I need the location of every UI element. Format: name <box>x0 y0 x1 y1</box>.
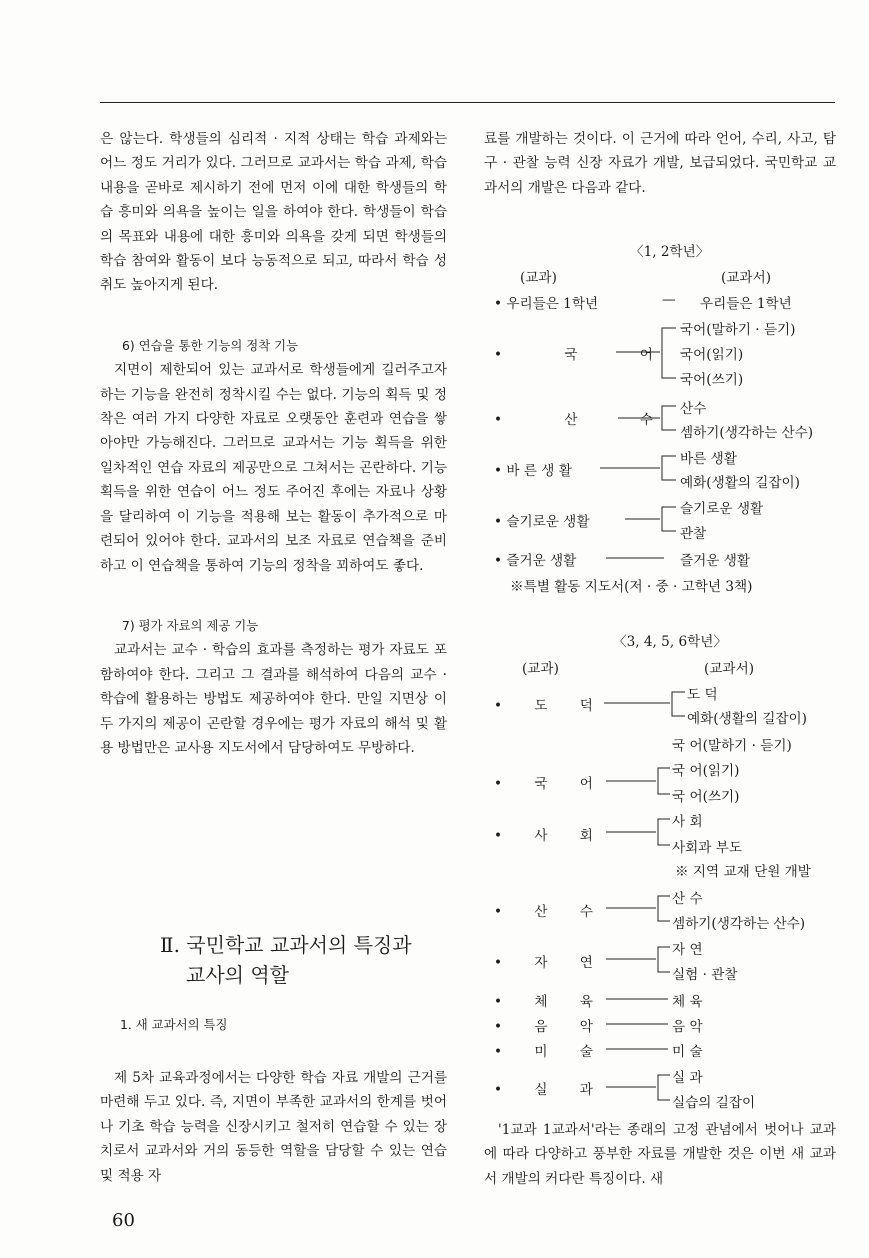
chart1-book-5-2: 관찰 <box>680 526 707 542</box>
chart2-subject-9: • 실 과 <box>494 1082 593 1098</box>
chart1-dash-1: — <box>662 292 676 308</box>
bracket <box>658 819 670 845</box>
chart2-book-9-1: 실 과 <box>672 1070 703 1086</box>
chart1-subject-3: • 산 수 <box>494 412 653 428</box>
chart1-book-2-2: 국어(읽기) <box>680 347 744 363</box>
chart1-book-2-1: 국어(말하기 · 듣기) <box>680 322 796 338</box>
chart2-col-textbook: (교과서) <box>704 661 755 677</box>
chart1-subject-4: • 바 른 생 활 <box>494 463 572 479</box>
chart2-book-6-1: 체 육 <box>672 994 703 1010</box>
chart2-subject-3: • 사 회 <box>494 828 593 844</box>
chart2-book-9-2: 실습의 길잡이 <box>672 1095 756 1111</box>
chart1-book-4-1: 바른 생활 <box>680 451 737 467</box>
page-number: 60 <box>112 1210 135 1231</box>
paragraph-right-top: 료를 개발하는 것이다. 이 근거에 따라 언어, 수리, 사고, 탐구 · 관찰 능력 신장 자료가 개발, 보급되었다. 국민학교 교과서의 개발은 다음과 같다. <box>484 131 836 196</box>
chart1-note: ※특별 활동 지도서(저 · 중 · 고학년 3책) <box>510 579 753 595</box>
chart1-book-6-1: 즐거운 생활 <box>680 553 750 569</box>
chart1-book-3-1: 산수 <box>680 401 707 417</box>
chart2-book-2-3: 국 어(쓰기) <box>672 789 740 805</box>
bracket <box>658 947 670 972</box>
chart2-book-3-2: 사회과 부도 <box>672 840 742 856</box>
paragraph-last: 제 5차 교육과정에서는 다양한 학습 자료 개발의 근거를 마련해 두고 있다. 즉, 지면이 부족한 교과서의 한계를 벗어나 기초 학습 능력을 신장시키고 철저히 연습할 수 있는 장치로서 교과서와 거의 동등한 역할을 담당할 수 있는 연습 및 적용 자 <box>100 1070 447 1184</box>
chart1-subject-2: • 국 어 <box>494 347 653 363</box>
chapter-title-line2: 교사의 역할 <box>186 963 289 987</box>
chart2-book-5-1: 자 연 <box>672 942 703 958</box>
chart2-subject-8: • 미 술 <box>494 1044 593 1060</box>
bracket <box>658 768 670 794</box>
chart1-title: 〈1, 2학년〉 <box>630 244 710 260</box>
chart2-book-7-1: 음 악 <box>672 1019 703 1035</box>
bracket <box>662 406 676 430</box>
chart2-book-2-2: 국 어(읽기) <box>672 763 740 779</box>
chart1-col-textbook: (교과서) <box>721 270 772 286</box>
chart2-book-1-1: 도 덕 <box>687 687 718 703</box>
chart2-book-5-2: 실험 · 관찰 <box>672 967 738 983</box>
chart2-subject-2: • 국 어 <box>494 776 593 792</box>
chart1-subject-1: • 우리들은 1학년 <box>494 296 599 312</box>
chart2-book-8-1: 미 술 <box>672 1044 703 1060</box>
chart2-book-3-1: 사 회 <box>672 814 703 830</box>
paragraph-right-bottom: '1교과 1교과서'라는 종래의 고정 관념에서 벗어나 교과에 따라 다양하고 풍부한 자료를 개발한 것은 이번 새 교과서 개발의 커다란 특징이다. 새 <box>484 1122 836 1187</box>
chapter-title-line1: Ⅱ. 국민학교 교과서의 특징과 <box>160 933 412 957</box>
bracket <box>672 692 685 716</box>
paragraph-7: 교과서는 교수 · 학습의 효과를 측정하는 평가 자료도 포함하여야 한다. 그리고 그 결과를 해석하여 다음의 교수 · 학습에 활용하는 방법도 제공하여야 한다. 만일 지면상 이 두 가지의 제공이 곤란할 경우에는 평가 자료의 해석 및 활용 방법만은 교사용 지도서에서 담당하여도 무방하다. <box>100 642 447 756</box>
section-1-heading: 1. 새 교과서의 특징 <box>120 1017 228 1032</box>
chart1-book-4-2: 예화(생활의 길잡이) <box>680 475 800 491</box>
bracket <box>662 507 676 531</box>
chart2-title: 〈3, 4, 5, 6학년〉 <box>613 634 727 650</box>
chart2-note: ※ 지역 교재 단원 개발 <box>675 864 811 880</box>
chart2-col-subject: (교과) <box>522 661 559 677</box>
heading-6: 6) 연습을 통한 기능의 정착 기능 <box>122 337 299 353</box>
chart2-book-4-1: 산 수 <box>672 891 703 907</box>
bracket <box>658 1075 670 1100</box>
chart2-book-4-2: 셈하기(생각하는 산수) <box>672 916 806 932</box>
bracket <box>662 456 676 480</box>
chart2-subject-7: • 음 악 <box>494 1019 593 1035</box>
bracket <box>662 328 676 378</box>
heading-7: 7) 평가 자료의 제공 기능 <box>122 617 259 633</box>
chart1-subject-5: • 슬기로운 생활 <box>494 514 590 530</box>
paragraph-6: 지면이 제한되어 있는 교과서로 학생들에게 길러주고자 하는 기능을 완전히 정착시킬 수는 없다. 기능의 획득 및 정착은 여러 가지 다양한 자료로 오랫동안 훈련과 연습을 쌓아야만 가능해진다. 그러므로 교과서는 기능 획득을 위한 일차적인 연습 자료의 제공만으로 그쳐서는 곤란하다. 기능 획득을 위한 연습이 어느 정도 주어진 후에는 자료나 상황을 달리하여 이 기능을 적용해 보는 활동이 추가적으로 마련되어 있어야 한다. 교과서의 보조 자료로 연습책을 준비하고 이 연습책을 통하여 기능의 정착을 꾀하여도 좋다. <box>100 362 447 574</box>
chart1-book-2-3: 국어(쓰기) <box>680 372 744 388</box>
chart2-subject-1: • 도 덕 <box>494 698 593 714</box>
chart1-col-subject: (교과) <box>520 270 557 286</box>
chart1-book-1-1: 우리들은 1학년 <box>700 296 792 312</box>
chart1-subject-6: • 즐거운 생활 <box>494 553 577 569</box>
bracket <box>658 896 670 921</box>
chart2-book-2-1: 국 어(말하기 · 듣기) <box>672 738 792 754</box>
chart1-book-5-1: 슬기로운 생활 <box>680 501 764 517</box>
chart2-subject-6: • 체 육 <box>494 994 593 1010</box>
chart2-subject-4: • 산 수 <box>494 904 593 920</box>
chart1-book-3-2: 셈하기(생각하는 산수) <box>680 425 814 441</box>
chart2-book-1-2: 예화(생활의 길잡이) <box>687 711 807 727</box>
paragraph-intro: 은 않는다. 학생들의 심리적 · 지적 상태는 학습 과제와는 어느 정도 거리가 있다. 그러므로 교과서는 학습 과제, 학습 내용을 곧바로 제시하기 전에 먼저 이에 대한 학생들의 학습 흥미와 의욕을 높이는 일을 하여야 한다. 학생들이 학습의 목표와 내용에 대한 흥미와 의욕을 갖게 되면 학생들의 학습 참여와 활동이 보다 능동적으로 되고, 따라서 학습 성취도 높아지게 된다. <box>100 131 447 294</box>
chart2-subject-5: • 자 연 <box>494 955 593 971</box>
